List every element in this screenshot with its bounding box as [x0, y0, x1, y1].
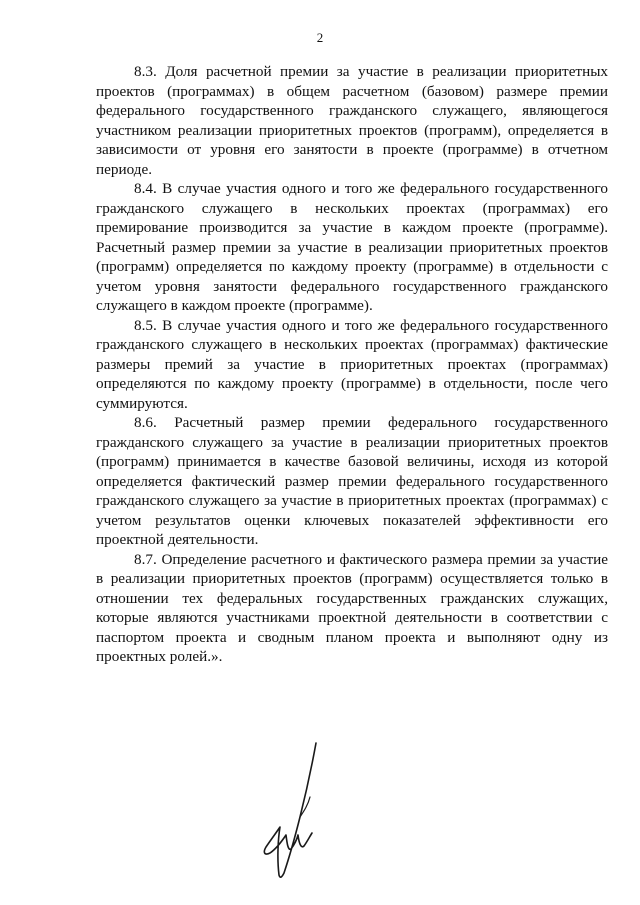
- paragraph-8-7: 8.7. Определение расчетного и фактического размера премии за участие в реализации приоритетных проектов (программ) осуществляется только в отношении тех федеральных государственных гражданских служащих, которые являются участниками проектной деятельности в соответствии с паспортом проекта и сводным планом проекта и выполняют одну из проектных ролей.».: [96, 550, 608, 665]
- document-body: [96, 62, 608, 667]
- handwritten-signature: [240, 735, 350, 885]
- page-number: 2: [316, 30, 324, 45]
- paragraph-8-4: 8.4. В случае участия одного и того же федерального государственного гражданского служащего в нескольких проектах (программах) его премирование производится за участие в каждом проекте (программе). Расчетный размер премии за участие в реализации приоритетных проектов (программ) определяется по каждому проекту (программе) в отдельности с учетом уровня занятости федерального государственного гражданского служащего в каждом проекте (программе).: [96, 180, 608, 314]
- paragraph-8-6: 8.6. Расчетный размер премии федерального государственного гражданского служащего за участие в реализации приоритетных проектов (программ) принимается в качестве базовой величины, исходя из которой определяется фактический размер премии федерального государственного гражданского служащего за участие в приоритетных проектах (программах) с учетом результатов оценки ключевых показателей эффективности его проектной деятельности.: [96, 414, 608, 548]
- paragraph-8-3: 8.3. Доля расчетной премии за участие в реализации приоритетных проектов (программах) в общем расчетном (базовом) размере премии федерального государственного гражданского служащего, являющегося участником реализации приоритетных проектов (программ), определяется в зависимости от уровня его занятости в проекте (программе) в отчетном периоде.: [96, 63, 608, 178]
- paragraph-8-5: 8.5. В случае участия одного и того же федерального государственного гражданского служащего в нескольких проектах (программах) фактические размеры премий за участие в приоритетных проектах (программах) определяются по каждому проекту (программе) в отдельности, после чего суммируются.: [96, 316, 608, 412]
